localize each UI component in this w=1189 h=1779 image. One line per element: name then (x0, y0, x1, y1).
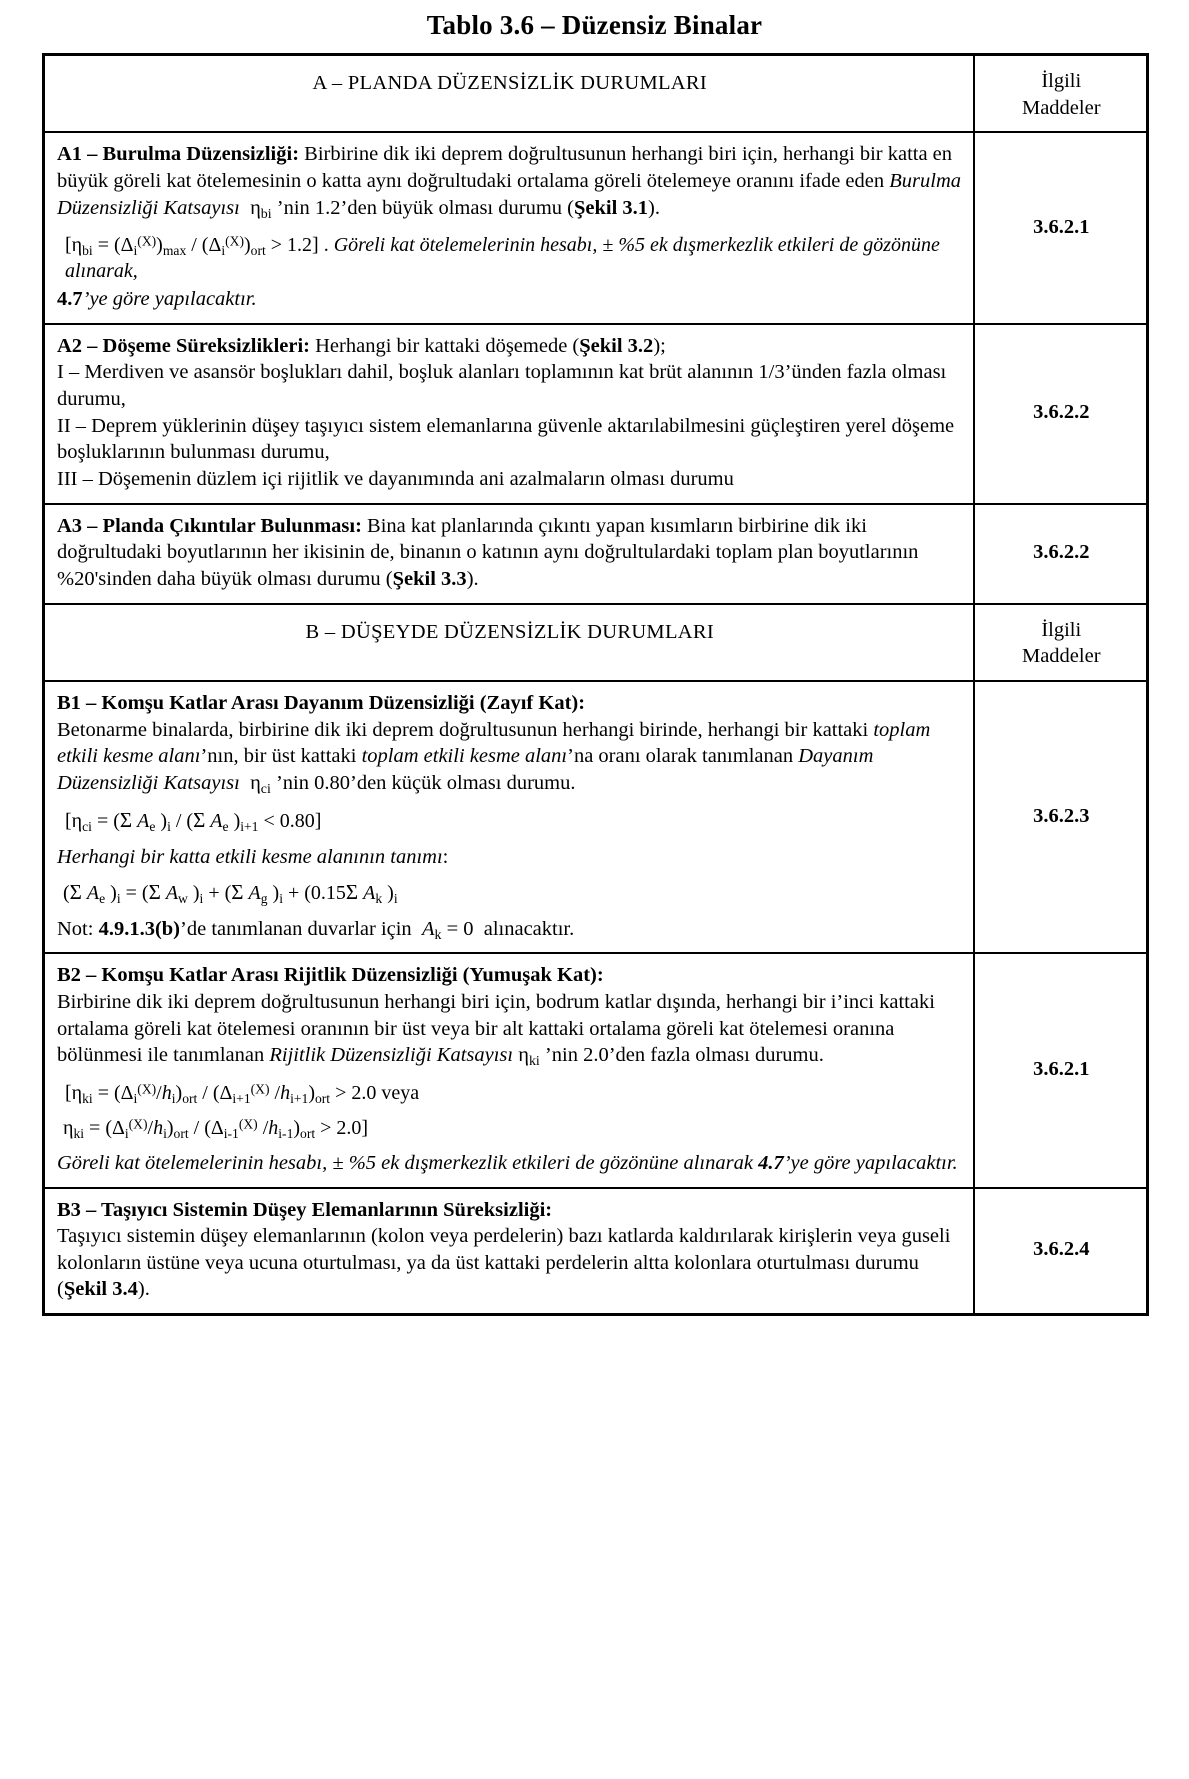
b1-text4: $\eta_{ci}$ (239, 771, 271, 797)
a2-label: A2 – Döşeme Süreksizlikleri: (57, 334, 310, 357)
ref-header-line2: Maddeler (1021, 645, 1101, 668)
b1-italic3: Dayanım Düzensizliği Katsayısı (57, 745, 874, 794)
b2-italic3: ’ye göre yapılacaktır. (783, 1151, 958, 1174)
a2-text2: ); (653, 334, 666, 357)
b2-label: B2 – Komşu Katlar Arası Rijitlik Düzensizliği (Yumuşak Kat): (57, 964, 604, 987)
row-a2-reference: 3.6.2.2 (974, 324, 1148, 504)
row-b1-reference: 3.6.2.3 (974, 681, 1148, 953)
a1-italic3: ’ye göre yapılacaktır. (82, 288, 257, 311)
b1-italic4: Herhangi bir katta etkili kesme alanının tanımı (57, 845, 443, 868)
section-b-ref-header (974, 604, 1148, 681)
table-row (44, 681, 1148, 953)
a1-italic2: Göreli kat ötelemelerinin hesabı, ± %5 ek dışmerkezlik etkileri de gözönüne alınarak, (65, 234, 940, 283)
a1-text1: Birbirine dik iki deprem doğrultusunun herhangi biri için, herhangi bir katta en büyük göreli kat ötelemesinin o katta aynı doğrultudaki ortalama göreli ötelemeye oranını ifade eden (57, 143, 953, 192)
section-a-heading: A – PLANDA DÜZENSİZLİK DURUMLARI (44, 55, 974, 133)
b1-italic1: toplam etkili kesme alanı (57, 718, 931, 768)
row-b3-content (44, 1188, 974, 1315)
b1-formula-1: [$\eta_{ci} = (\Sigma$ $A_e$ )$_i / (\Sigma$ $A_e$ )$_{i+1} < 0.80$] (65, 808, 322, 835)
ref-header-line1: İlgili (1041, 618, 1082, 641)
b2-paragraph2 (57, 1150, 963, 1177)
b1-note-text: ’de tanımlanan duvarlar için $A_k = 0$ alınacaktır. (180, 917, 575, 943)
b2-bold2: 4.7 (758, 1151, 784, 1174)
a2-bold2: Şekil 3.2 (579, 334, 654, 357)
a3-text2: ). (466, 567, 479, 590)
table-row (44, 324, 1148, 504)
section-a-ref-header (974, 55, 1148, 133)
b1-paragraph (57, 717, 963, 797)
b3-text2: ). (137, 1278, 150, 1301)
table-row (44, 604, 1148, 681)
table-row (44, 504, 1148, 604)
row-a1-content (44, 132, 974, 324)
row-b1-content (44, 681, 974, 953)
row-a3-reference: 3.6.2.2 (974, 504, 1148, 604)
b2-italic2: Göreli kat ötelemelerinin hesabı, ± %5 ek dışmerkezlik etkileri de gözönüne alınarak (57, 1151, 759, 1174)
b2-italic1: Rijitlik Düzensizliği Katsayısı (269, 1044, 514, 1067)
a1-text4: ). (648, 196, 660, 219)
table-row (44, 132, 1148, 324)
row-b3-reference: 3.6.2.4 (974, 1188, 1148, 1315)
section-b-heading: B – DÜŞEYDE DÜZENSİZLİK DURUMLARI (44, 604, 974, 681)
a1-text3: ’nin 1.2’den büyük olması durumu ( (271, 196, 574, 219)
a2-line-1: I – Merdiven ve asansör boşlukları dahil, boşluk alanları toplamının kat brüt alanının 1/3’ünden fazla olması durumu, (57, 361, 947, 411)
b1-formula-2: (Σ $A_e$ )$_i = (\Sigma$ $A_w$ )$_i + (\Sigma$ $A_g$ )$_i + (0.15\Sigma$ $A_k$ )$_i$ (63, 880, 398, 907)
b3-paragraph (57, 1223, 963, 1303)
b2-text2: $\eta_{ki}$ (513, 1044, 540, 1070)
a1-text2: $\eta_{bi}$ (239, 196, 272, 222)
table-row (44, 1188, 1148, 1315)
a1-bold3: 4.7 (57, 288, 83, 311)
a2-line-3: III – Döşemenin düzlem içi rijitlik ve dayanımında ani azalmaların olması durumu (57, 468, 734, 491)
a1-bold2: Şekil 3.1 (573, 196, 649, 219)
a1-paragraph2 (57, 286, 963, 313)
b1-text2: ’nın, bir üst kattaki (200, 745, 362, 768)
b1-text3: ’na oranı olarak tanımlanan (567, 745, 799, 768)
table-row (44, 953, 1148, 1187)
b2-text1: Birbirine dik iki deprem doğrultusunun herhangi biri için, bodrum katlar dışında, herhangi bir i’inci kattaki ortalama göreli kat ötelemesi oranının bir üst veya bir alt kattaki ortalama göreli kat ötelemesi oranına bölünmesi ile tanımlanan (57, 990, 935, 1067)
row-b2-reference: 3.6.2.1 (974, 953, 1148, 1187)
row-b2-content (44, 953, 974, 1187)
b1-paragraph2 (57, 844, 963, 871)
b2-paragraph (57, 989, 963, 1069)
b3-bold2: Şekil 3.4 (63, 1278, 138, 1301)
a1-italic1: Burulma Düzensizliği Katsayısı (57, 169, 962, 219)
a2-text1: Herhangi bir kattaki döşemede ( (310, 334, 580, 357)
b1-note-bold: 4.9.1.3(b) (98, 917, 181, 940)
b1-text5: ’nin 0.80’den küçük olması durumu. (270, 771, 576, 794)
row-a1-reference: 3.6.2.1 (974, 132, 1148, 324)
a1-paragraph (57, 141, 963, 221)
b1-text1: Betonarme binalarda, birbirine dik iki deprem doğrultusunun herhangi birinde, herhangi bir kattaki (57, 718, 874, 741)
ref-header-line1: İlgili (1041, 70, 1082, 92)
ref-header-line2: Maddeler (1021, 96, 1101, 119)
a1-formula: $[\eta_{bi} = (\Delta_i^{(X)})_{max} / (\Delta_i^{(X)})_{ort} > 1.2]$ . Göreli kat ötelemelerinin hesabı, ± %5 ek dışmerkezlik etkileri de gözönüne alınarak, (65, 233, 940, 283)
b3-text1: Taşıyıcı sistemin düşey elemanlarının (kolon veya perdelerin) bazı katlarda kaldırılarak kirişlerin veya guseli kolonların üstüne veya ucuna oturtulması, ya da üst kattaki perdelerin altta kolonlara oturtulması durumu ( (57, 1225, 951, 1301)
a1-label: A1 – Burulma Düzensizliği: (57, 143, 300, 166)
page-title: Tablo 3.6 – Düzensiz Binalar (426, 10, 763, 40)
row-a3-content (44, 504, 974, 604)
a3-paragraph (57, 513, 963, 593)
b2-text3: ’nin 2.0’den fazla olması durumu. (539, 1044, 824, 1067)
b1-note-prefix: Not: (57, 917, 99, 940)
a2-paragraph (57, 333, 963, 360)
table-row (44, 55, 1148, 133)
b2-formula-2: $\eta_{ki} = (\Delta_i^{(X)}/h_i)_{ort} / (\Delta_{i-1}^{(X)}$ $/h_{i-1})_{ort} > 2.0$] (63, 1116, 369, 1141)
a2-line-2: II – Deprem yüklerinin düşey taşıyıcı sistem elemanlarına güvenle aktarılabilmesini güçleştiren yerel döşeme boşluklarının bulunması durumu, (57, 414, 955, 464)
irregular-buildings-table (42, 53, 1149, 1316)
row-a2-content (44, 324, 974, 504)
b1-note (57, 916, 963, 943)
b1-label: B1 – Komşu Katlar Arası Dayanım Düzensizliği (Zayıf Kat): (57, 691, 586, 714)
b2-formula-1: [$\eta_{ki} = (\Delta_i^{(X)}/h_i)_{ort} / (\Delta_{i+1}^{(X)}$ $/h_{i+1})_{ort} > 2.0$ veya (65, 1081, 420, 1106)
a3-text1: Bina kat planlarında çıkıntı yapan kısımların birbirine dik iki doğrultudaki boyutlarının her ikisinin de, binanın o katının aynı doğrultulardaki toplam plan boyutlarının %20'sinden daha büyük olması durumu ( (57, 514, 919, 590)
a3-label: A3 – Planda Çıkıntılar Bulunması: (57, 514, 362, 537)
b3-label: B3 – Taşıyıcı Sistemin Düşey Elemanlarının Süreksizliği: (57, 1198, 553, 1221)
b1-text6: : (442, 845, 449, 868)
b1-italic2: toplam etkili kesme alanı (361, 745, 568, 768)
a3-bold2: Şekil 3.3 (392, 567, 467, 590)
